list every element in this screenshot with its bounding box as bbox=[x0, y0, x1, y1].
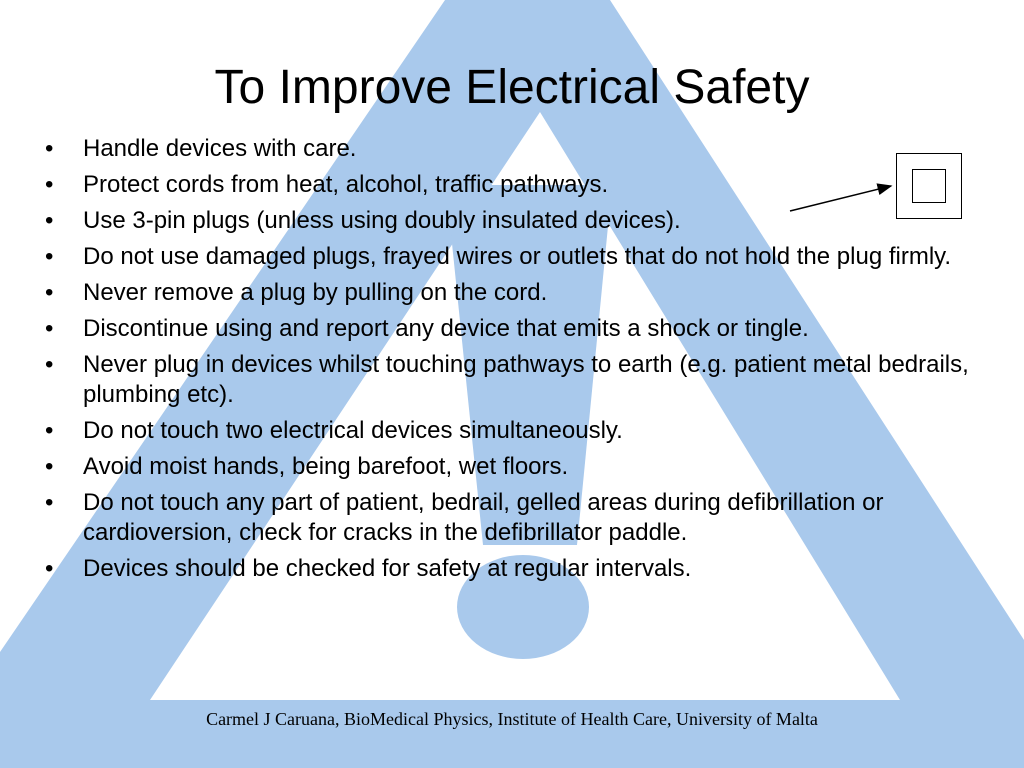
list-item: • Do not touch two electrical devices simultaneously. bbox=[45, 416, 980, 446]
list-item: • Do not use damaged plugs, frayed wires or outlets that do not hold the plug firmly. bbox=[45, 242, 980, 272]
list-item: • Handle devices with care. bbox=[45, 134, 980, 164]
double-insulation-symbol-icon bbox=[896, 153, 962, 219]
list-item: • Never remove a plug by pulling on the cord. bbox=[45, 278, 980, 308]
footer-credit: Carmel J Caruana, BioMedical Physics, Institute of Health Care, University of Malta bbox=[206, 709, 818, 729]
list-item: • Protect cords from heat, alcohol, traffic pathways. bbox=[45, 170, 980, 200]
double-insulation-inner-square bbox=[912, 169, 946, 203]
slide-title: To Improve Electrical Safety bbox=[214, 61, 810, 114]
list-item: • Do not touch any part of patient, bedrail, gelled areas during defibrillation or cardioversion, check for cracks in the defibrillator paddle. bbox=[45, 488, 980, 548]
list-item: • Devices should be checked for safety at regular intervals. bbox=[45, 554, 980, 584]
list-item: • Avoid moist hands, being barefoot, wet floors. bbox=[45, 452, 980, 482]
list-item: • Use 3-pin plugs (unless using doubly insulated devices). bbox=[45, 206, 980, 236]
list-item: • Never plug in devices whilst touching pathways to earth (e.g. patient metal bedrails, plumbing etc). bbox=[45, 350, 980, 410]
list-item: • Discontinue using and report any device that emits a shock or tingle. bbox=[45, 314, 980, 344]
safety-bullet-list bbox=[45, 134, 980, 590]
